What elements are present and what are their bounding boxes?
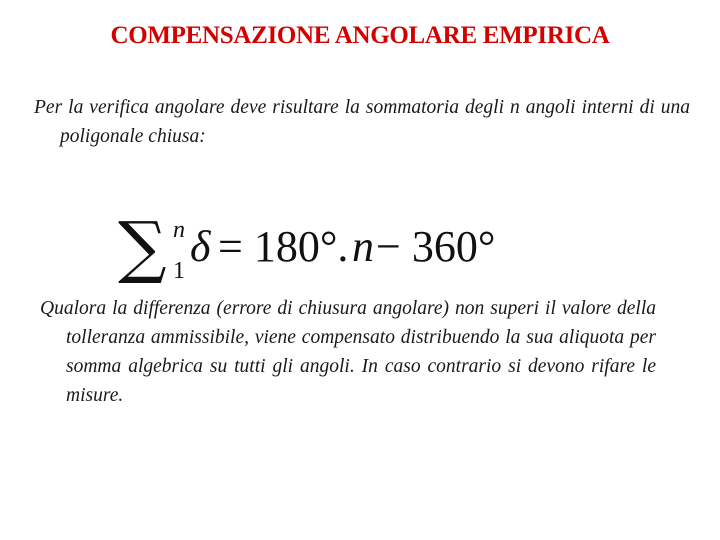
summation-symbol: ∑ [118, 208, 167, 285]
formula-rhs-constant: = 180°. [218, 222, 349, 271]
formula-rhs-subtraction: − 360° [376, 222, 496, 271]
formula-rhs-variable: n [352, 222, 374, 271]
intro-paragraph: Per la verifica angolare deve risultare la sommatoria degli n angoli interni di una poligonale chiusa: [34, 97, 690, 147]
summation-upper-limit: n [173, 217, 185, 243]
compensation-paragraph: Qualora la differenza (errore di chiusura angolare) non superi il valore della tolleranza ammissibile, viene compensato distribuendo la sua aliquota per somma algebrica su tutti gli angoli. In caso contrario si devono rifare le misure. [40, 298, 656, 406]
formula-graphic [118, 205, 508, 285]
formula-delta: δ [190, 222, 211, 271]
angle-sum-formula [118, 205, 508, 285]
slide-title: COMPENSAZIONE ANGOLARE EMPIRICA [110, 22, 610, 49]
summation-lower-limit: 1 [173, 258, 185, 284]
